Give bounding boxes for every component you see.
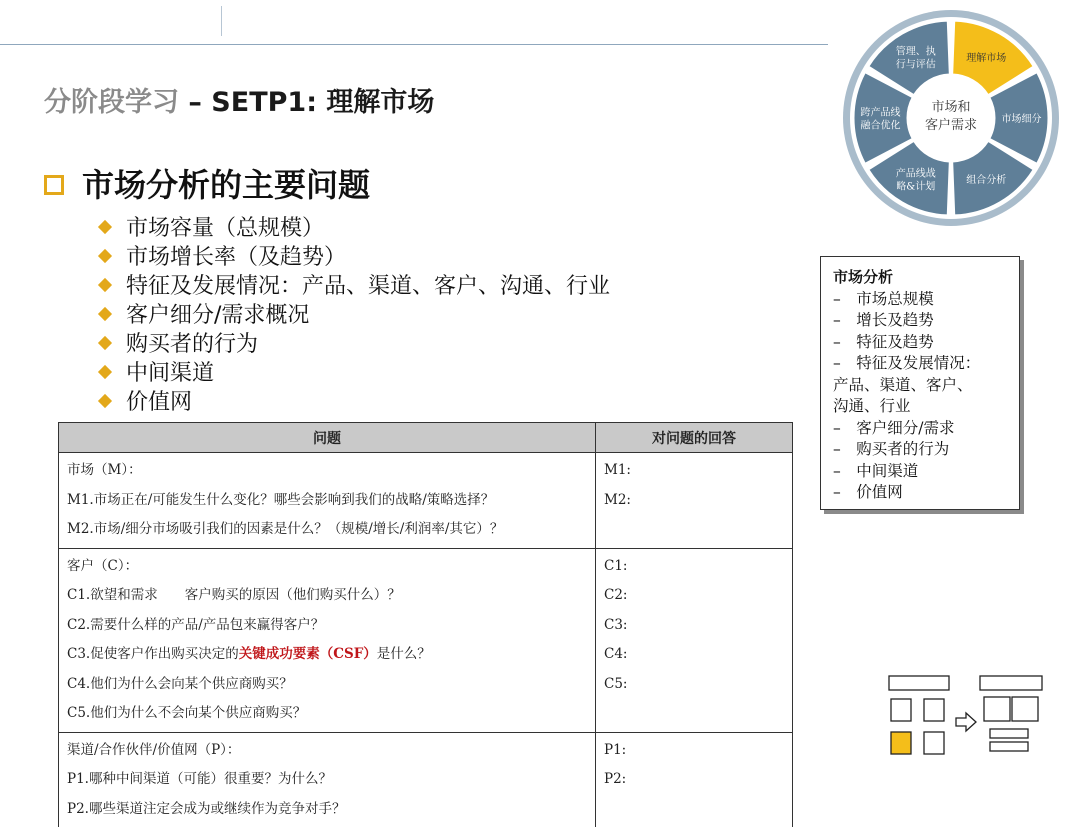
answer-line: C3: xyxy=(604,616,628,633)
list-item-label: 客户细分/需求概况 xyxy=(126,303,310,328)
wheel-center-line: 市场和 xyxy=(931,100,971,115)
answer-line: C4: xyxy=(604,646,628,662)
summary-line: 沟通、行业 xyxy=(833,397,911,415)
list-item-label: 市场增长率（及趋势） xyxy=(126,245,347,270)
question-table xyxy=(58,422,793,827)
question-line xyxy=(67,640,587,670)
question-cell xyxy=(59,453,596,549)
wheel-segment-label: 管理、执 xyxy=(895,46,936,58)
question-line: 市场（M）： xyxy=(67,462,142,478)
wheel-segment-label: 跨产品线 xyxy=(860,107,901,119)
header-divider-mark xyxy=(221,6,222,36)
diamond-bullet-icon xyxy=(98,248,112,262)
mini-box xyxy=(891,699,911,721)
summary-line: – 中间渠道 xyxy=(833,461,919,480)
page-title-prefix: 分阶段学习 xyxy=(44,87,179,118)
question-line: M2.市场/细分市场吸引我们的因素是什么？（规模/增长/利润率/其它）？ xyxy=(67,521,504,537)
table-header-row xyxy=(59,423,793,453)
wheel-segment-label: 理解市场 xyxy=(966,52,1007,64)
answer-line: C1: xyxy=(604,557,628,574)
table-row xyxy=(59,732,793,827)
layout-flow-icon xyxy=(884,668,1054,768)
market-analysis-summary xyxy=(820,256,1020,510)
mini-box xyxy=(1012,697,1038,721)
mini-box xyxy=(984,697,1010,721)
list-item xyxy=(96,241,610,270)
answer-line: M1: xyxy=(604,462,631,478)
arrow-right-icon xyxy=(956,713,976,731)
diamond-bullet-icon xyxy=(98,306,112,320)
section-heading: 市场分析的主要问题 xyxy=(82,166,371,204)
summary-line: – 购买者的行为 xyxy=(833,440,950,458)
question-line: P1.哪种中间渠道（可能）很重要？为什么？ xyxy=(67,771,332,787)
csf-highlight: 关键成功要素（CSF） xyxy=(238,646,377,662)
issue-list xyxy=(96,212,610,415)
table-row xyxy=(59,453,793,549)
summary-line: – 特征及发展情况： xyxy=(833,354,981,372)
question-line: 渠道/合作伙伴/价值网（P）： xyxy=(67,741,241,758)
question-line: M1.市场正在/可能发生什么变化？哪些会影响到我们的战略/策略选择？ xyxy=(67,491,495,508)
list-item-label: 特征及发展情况：产品、渠道、客户、沟通、行业 xyxy=(126,274,611,299)
list-item xyxy=(96,328,610,357)
answer-cell xyxy=(596,548,793,732)
page-title-main: – SETP1: 理解市场 xyxy=(188,87,435,118)
list-item xyxy=(96,357,610,386)
list-item-label: 市场容量（总规模） xyxy=(126,216,325,241)
mini-box xyxy=(924,732,944,754)
question-line: 客户（C）： xyxy=(67,557,139,574)
answer-cell xyxy=(596,453,793,549)
wheel-segment-label: 组合分析 xyxy=(966,175,1007,187)
summary-line: – 价值网 xyxy=(833,483,903,501)
question-line: C1.欲望和需求 客户购买的原因（他们购买什么）？ xyxy=(67,587,401,603)
process-wheel-diagram xyxy=(842,0,1060,236)
mini-box xyxy=(924,699,944,721)
answer-line: M2: xyxy=(604,491,631,508)
list-item xyxy=(96,270,610,299)
list-item-label: 价值网 xyxy=(126,390,193,415)
wheel-segment-label: 行与评估 xyxy=(895,59,936,71)
wheel-center-line: 客户需求 xyxy=(924,118,978,133)
summary-line: – 客户细分/需求 xyxy=(833,418,955,437)
list-item-label: 购买者的行为 xyxy=(126,332,259,357)
question-text: C3.促使客户作出购买决定的 xyxy=(67,646,239,662)
wheel-segment-label: 产品线战 xyxy=(895,168,936,180)
answer-line: P1: xyxy=(604,741,627,758)
mini-box xyxy=(980,676,1042,690)
question-cell xyxy=(59,548,596,732)
header-rule xyxy=(0,44,828,45)
question-line: C2.需要什么样的产品/产品包来赢得客户？ xyxy=(67,616,325,633)
answer-cell xyxy=(596,732,793,827)
wheel-segment-label: 略&计划 xyxy=(896,181,936,193)
column-header-answer: 对问题的回答 xyxy=(596,423,793,453)
mini-box xyxy=(990,729,1028,738)
column-header-question: 问题 xyxy=(59,423,596,453)
diamond-bullet-icon xyxy=(98,393,112,407)
diamond-bullet-icon xyxy=(98,277,112,291)
answer-line: C5: xyxy=(604,675,628,692)
page-title xyxy=(44,80,434,119)
question-line: P2.哪些渠道注定会成为或继续作为竞争对手？ xyxy=(67,800,346,817)
mini-box-highlight xyxy=(891,732,911,754)
diamond-bullet-icon xyxy=(98,364,112,378)
summary-title: 市场分析 xyxy=(833,268,894,286)
summary-line: 产品、渠道、客户、 xyxy=(833,375,973,394)
diamond-bullet-icon xyxy=(98,219,112,233)
summary-line: – 特征及趋势 xyxy=(833,332,934,351)
wheel-segment-label: 市场细分 xyxy=(1001,114,1042,125)
answer-line: P2: xyxy=(604,771,627,787)
mini-box xyxy=(990,742,1028,751)
table-row xyxy=(59,548,793,732)
list-item-label: 中间渠道 xyxy=(126,361,215,386)
mini-box xyxy=(889,676,949,690)
question-cell xyxy=(59,732,596,827)
question-line: C5.他们为什么不会向某个供应商购买？ xyxy=(67,705,307,721)
summary-line: – 市场总规模 xyxy=(833,289,934,308)
square-bullet-icon xyxy=(44,175,64,195)
wheel-segment-label: 融合优化 xyxy=(860,120,901,132)
list-item xyxy=(96,299,610,328)
answer-line: C2: xyxy=(604,587,628,603)
list-item xyxy=(96,212,610,241)
diamond-bullet-icon xyxy=(98,335,112,349)
list-item xyxy=(96,386,610,415)
summary-line: – 增长及趋势 xyxy=(833,311,934,329)
question-text: 是什么？ xyxy=(376,646,431,662)
question-line: C4.他们为什么会向某个供应商购买？ xyxy=(67,675,293,692)
